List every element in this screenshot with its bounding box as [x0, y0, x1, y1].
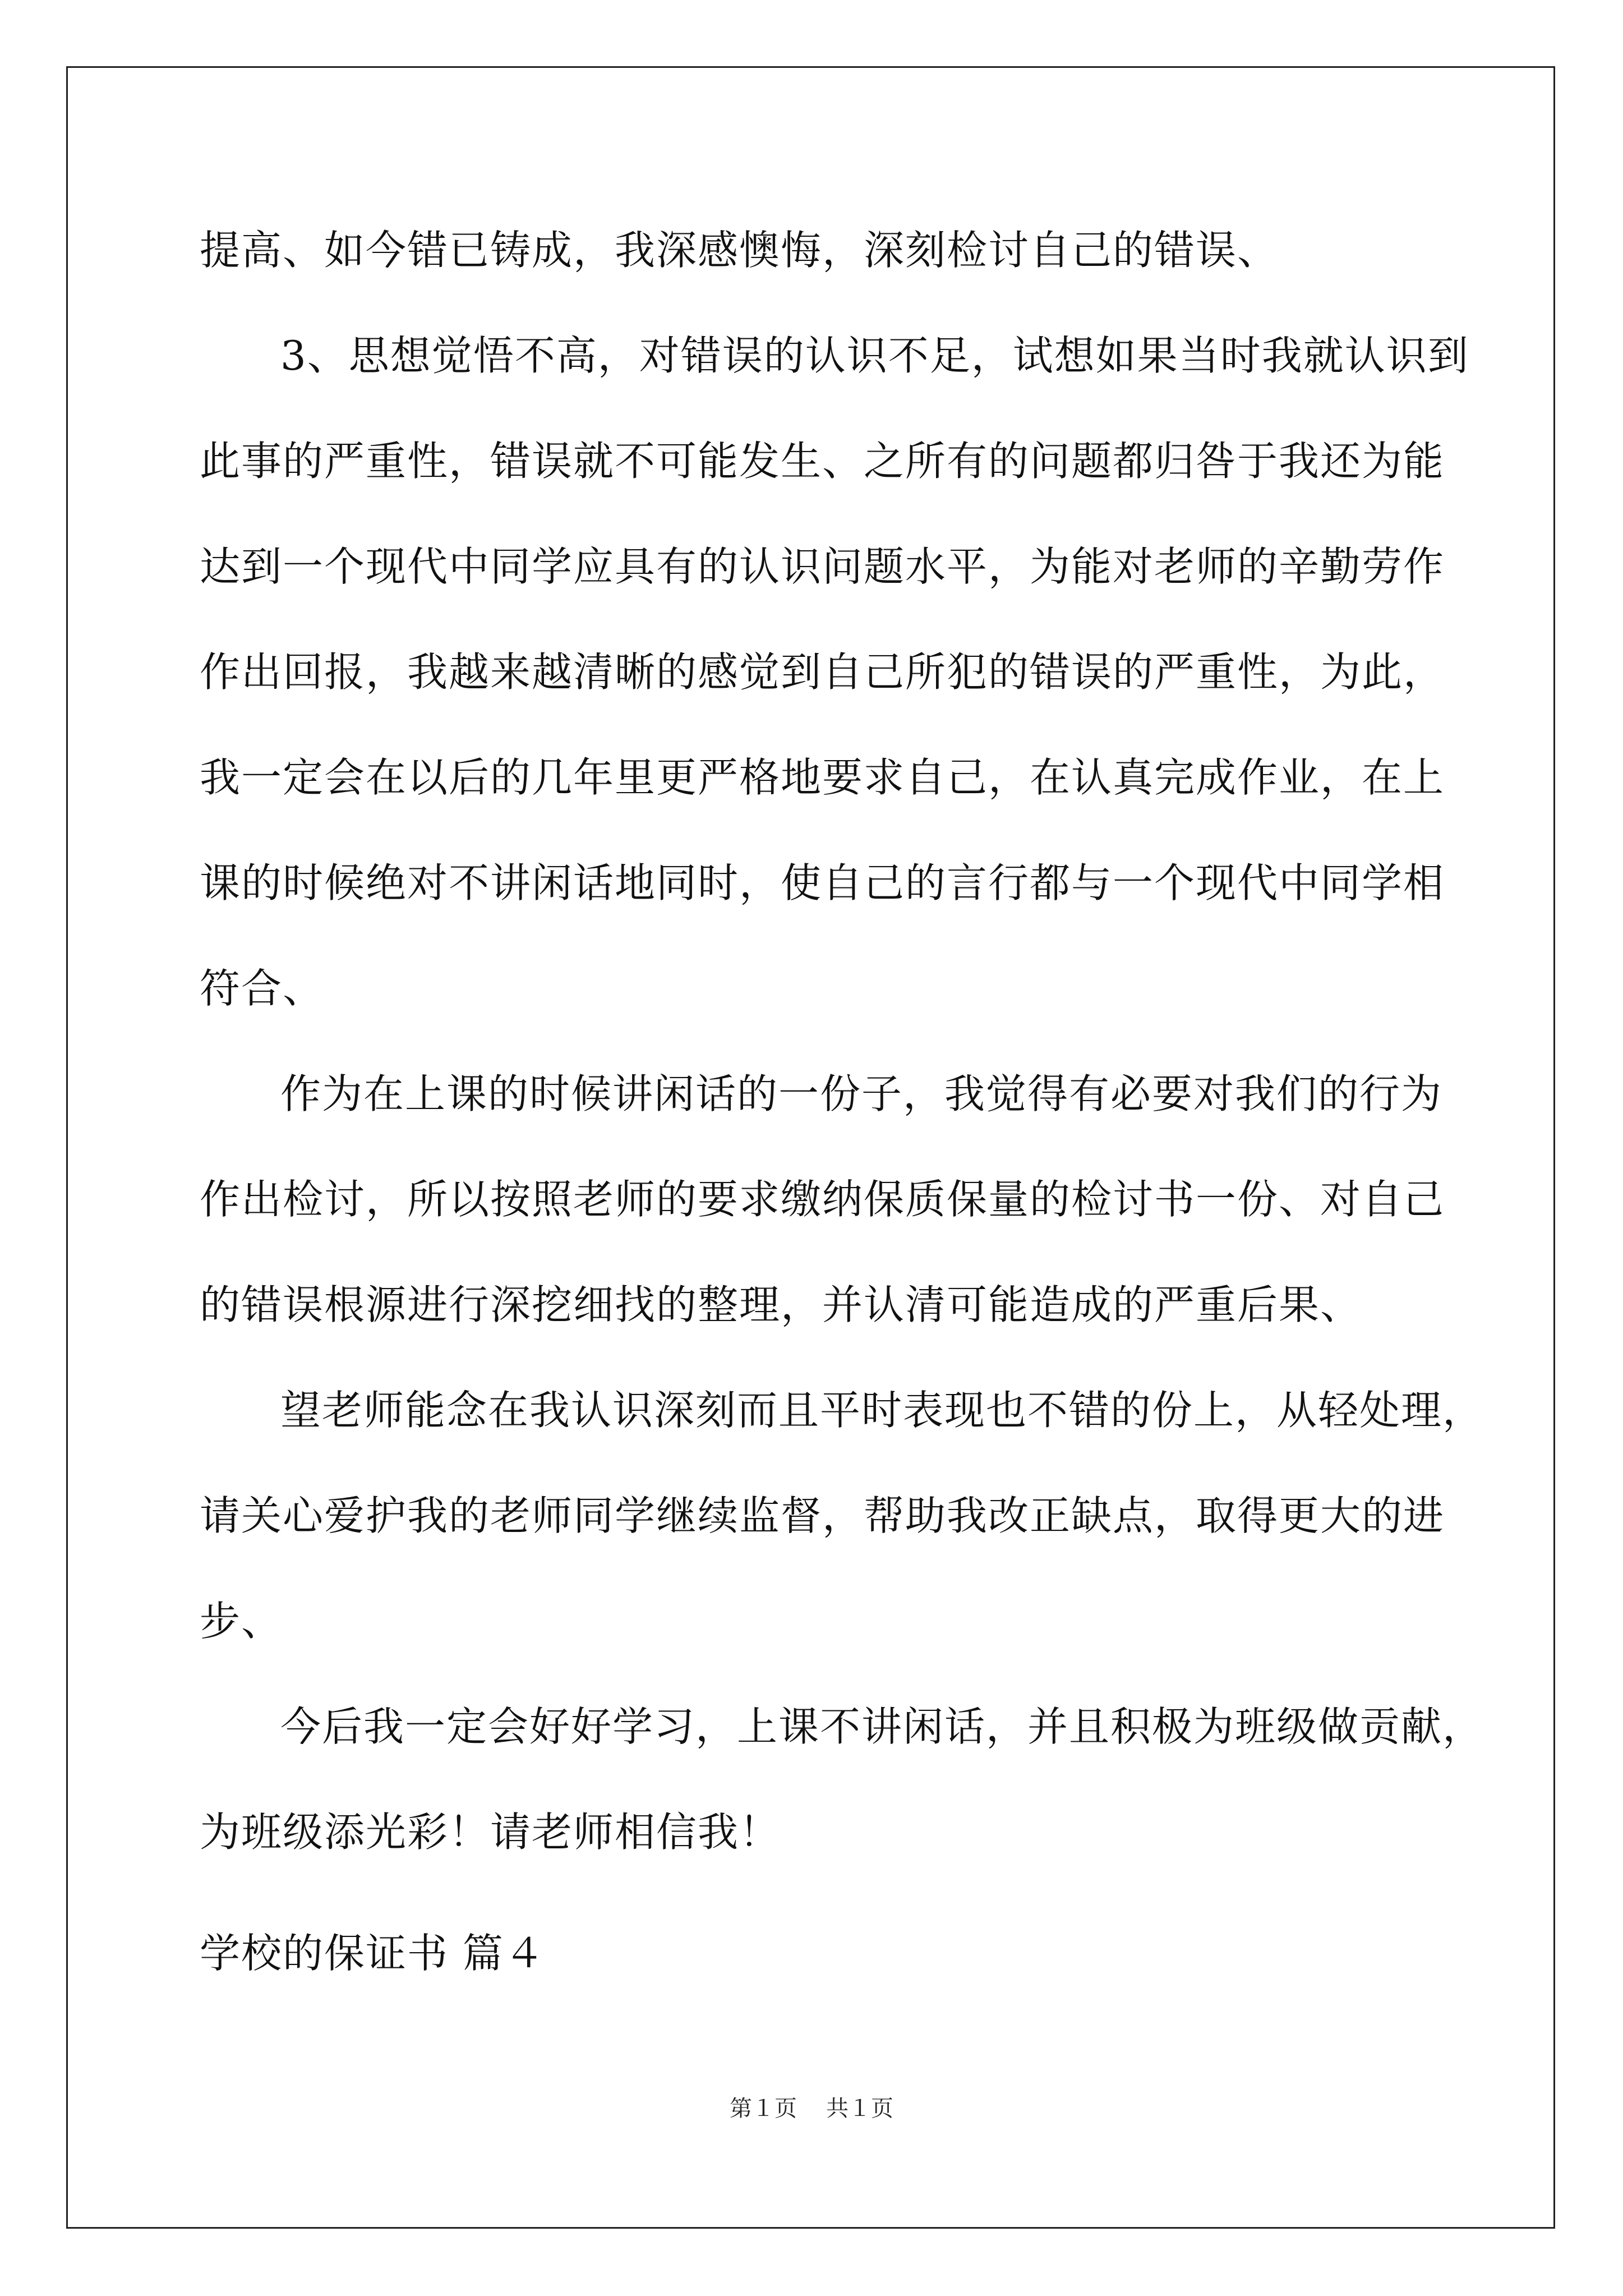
text-line: 望老师能念在我认识深刻而且平时表现也不错的份上，从轻处理，	[280, 1387, 1484, 1434]
page-number-total: 共１页	[826, 2096, 893, 2122]
text-line: 今后我一定会好好学习，上课不讲闲话，并且积极为班级做贡献，	[280, 1703, 1484, 1750]
text-line: 达到一个现代中同学应具有的认识问题水平，为能对老师的辛勤劳作	[200, 543, 1445, 590]
text-line: 为班级添光彩！请老师相信我！	[200, 1809, 781, 1856]
text-line: 课的时候绝对不讲闲话地同时，使自己的言行都与一个现代中同学相	[200, 859, 1445, 907]
text-line: 符合、	[200, 965, 325, 1012]
text-line: 此事的严重性，错误就不可能发生、之所有的问题都归咎于我还为能	[200, 438, 1445, 485]
page-footer	[0, 2092, 1623, 2125]
page-number-current: 第１页	[730, 2096, 797, 2122]
text-line: 作出回报，我越来越清晰的感觉到自己所犯的错误的严重性，为此，	[200, 648, 1445, 696]
text-line: 提高、如今错已铸成，我深感懊悔，深刻检讨自己的错误、	[200, 227, 1279, 274]
text-line: 的错误根源进行深挖细找的整理，并认清可能造成的严重后果、	[200, 1281, 1362, 1328]
document-body	[200, 197, 1484, 1885]
text-line: 步、	[200, 1598, 283, 1645]
section-heading: 学校的保证书 篇４	[200, 1930, 546, 1977]
text-line: 请关心爱护我的老师同学继续监督，帮助我改正缺点，取得更大的进	[200, 1492, 1445, 1539]
text-line: 作为在上课的时候讲闲话的一份子，我觉得有必要对我们的行为	[280, 1070, 1443, 1117]
text-line: 3、思想觉悟不高，对错误的认识不足，试想如果当时我就认识到	[280, 332, 1469, 379]
text-line: 我一定会在以后的几年里更严格地要求自己，在认真完成作业，在上	[200, 754, 1445, 801]
text-line: 作出检讨，所以按照老师的要求缴纳保质保量的检讨书一份、对自己	[200, 1176, 1445, 1223]
